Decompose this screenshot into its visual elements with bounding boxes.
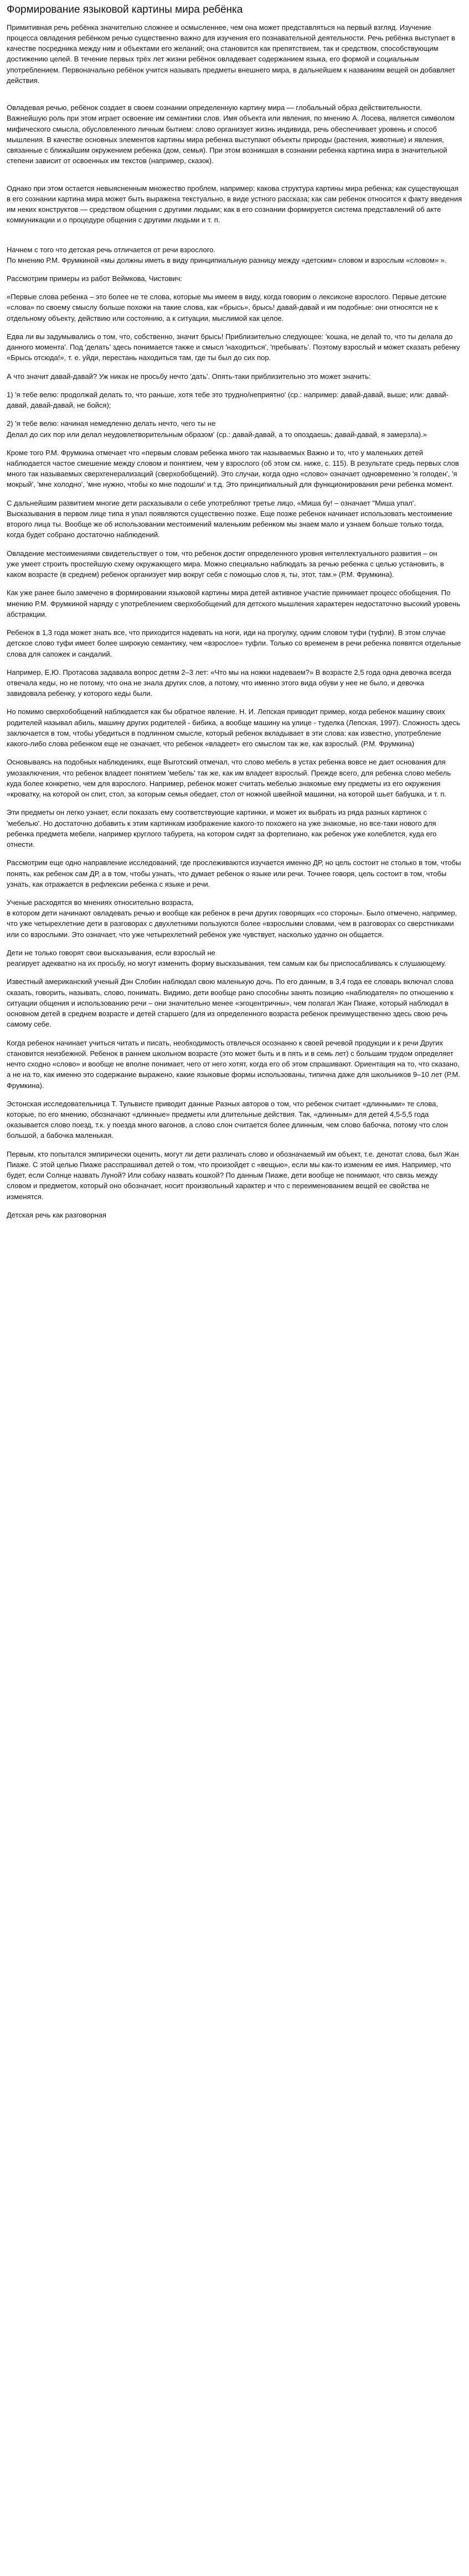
- paragraph-vygotsky: Основываясь на подобных наблюдениях, еще Выготский отмечал, что слово мебель в устах ребенка вовсе не дает основания для умозаключения, что ребенок владеет понятием 'мебель' так же, как им владеет взрослый. Прежде всего, для ребенка слово мебель куда более конкретно, чем для взрослого. Например, ребенок может считать мебелью знакомые ему предметы из его окружения «кроватку, на которой он спит, стол, за которым семья обедает, стол от ножной швейной машинки, на которой шьет бабушка, и т. п.: [7, 758, 451, 799]
- paragraph-section-heading: Детская речь как разговорная: [7, 1210, 107, 1219]
- paragraph-list-item-1: 1) 'я тебе велю: продолжай делать то, что раньше, хотя тебе это трудно/неприятно' (ср.: например: давай-давай, выше; или: давай-давай, давай-давай, не бойся);: [7, 390, 449, 410]
- paragraph-davai: А что значит давай-давай? Уж никак не просьбу нечто 'дать'. Опять-таки приблизительно это может значить:: [7, 372, 371, 381]
- paragraph-tulviste: Эстонская исследовательница Т. Тульвисте приводит данные Разных авторов о том, что ребенок считает «длинными» те слова, которые, по его мнению, обозначают «длинные» предметы или длительные действия. Так, «длинным» для детей 4,5-5,5 года оказывается слово поезд, т.к. у поезда много вагонов, а слово слон считается более длинным, чем слово бабочка, потому что слон большой, а бабочка маленькая.: [7, 1099, 448, 1140]
- paragraph-furniture-pictures: Эти предметы он легко узнает, если показать ему соответствующие картинки, и может их выбрать из ряда разных картинок с 'мебелью'. Но достаточно добавить к этим картинкам изображение какого-то похожего на уже знакомые, но все-таки нового для ребенка предмета мебели, например круглого табурета, на котором сидят за фортепиано, как ребенок уже колеблется, куда его отнести.: [7, 808, 437, 849]
- paragraph-list-item-2: 2) 'я тебе велю: начиная немедленно делать нечто, чего ты не Делал до сих пор или делал неудовлетворительным образом' (ср.: давай-давай, а то опоздаешь; давай-давай, я замерзла).»: [7, 419, 427, 439]
- paragraph-reflection: Рассмотрим еще одно направление исследований, где прослеживаются изучается именно ДР, но цель состоит не столько в том, чтобы понять, как ребенок сам ДР, а в том, чтобы узнать, что думает ребенок о языке или речи. Точнее говоря, цель состоит в том, чтобы узнать, как отражается в рефлексии ребенка с языке и речи.: [7, 858, 461, 888]
- paragraph-lepskaya: Но помимо сверхобобщений наблюдается как бы обратное явление. Н. И. Лепская приводит пример, когда ребенок машину своих родителей называл абиль, машину других родителей - бибика, а вообще машину на улице - туделка (Лепская, 1997). Сложность здесь заключается в том, чтобы убедиться в подлинном смысле, который ребенок вкладывает в эти слова: как известно, употребление какого-либо слова ребенком еще не означает, что ребенок «владеет» его смыслом так же, как взрослый. (Р.М. Фрумкина): [7, 707, 460, 748]
- paragraph-examples-intro: Рассмотрим примеры из работ Веймкова, Чистович:: [7, 274, 182, 283]
- paragraph-child-speech: Начнем с того что детская речь отличается от речи взрослого. По мнению Р.М. Фрумкиной «мы должны иметь в виду принципиальную разницу между «детским» словом и взрослым «словом» ».: [7, 245, 447, 264]
- paragraph-piaget: Первым, кто попытался эмпирически оценить, могут ли дети различать слово и обозначаемый им объект, т.е. денотат слова, был Жан Пиаже. С этой целью Пиаже расспрашивал детей о том, что произойдет с «вещью», если мы как-то изменим ее имя. Например, что будет, если Солнце назвать Луной? Или собаку назвать кошкой? По данным Пиаже, дети вообще не понимают, что связь между словом и предметом, который оно обозначает, носит произвольный характер и что с переименованием вещей ее свойства не изменятся.: [7, 1149, 459, 1201]
- paragraph-world-picture: Овладевая речью, ребёнок создает в своем сознании определенную картину мира — глобальный образ действительности. Важнейшую роль при этом играет освоение им семантики слов. Имя объекта или явления, по мнению А. Лосева, является символом мифического смысла, обусловленного личным бытием: слово организует жизнь индивида, речь обеспечивает уровень и способ мышления. В качестве основных элементов картины мира ребенка выступают объекты природы (растения, животные) и явления, связанные с ближайшим окружением ребенка (дом, семья). При этом возникшая в сознании ребенка картина мира в значительной степени зависит от освоенных им текстов (например, сказок).: [7, 103, 455, 165]
- paragraph-generalization: Как уже ранее было замечено в формировании языковой картины мира детей активное участие принимает процесс обобщения. По мнению Р.М. Фрумкиной наряду с употреблением сверхобобщений для детского мышления характерен недостаточно высокий уровень абстракции.: [7, 589, 460, 618]
- paragraph-pronouns: Овладение местоимениями свидетельствует о том, что ребенок достиг определенного уровня интеллектуального развития – он уже умеет строить простейшую схему окружающего мира. Можно специально наблюдать за речью ребенка с целью установить, в каком возрасте (в среднем) ребенок организует мир вокруг себя с помощью слов я, ты, этот, там.» (Р.М. Фрумкина).: [7, 549, 444, 579]
- paragraph-age-opinions: Ученые расходятся во мнениях относительно возраста, в котором дети начинают овладевать речью и вообще как ребенок в речи других говорящих «со стороны». Было отмечено, например, что уже четырехлетние дети в разговорах с двухлетними пользуются более «взрослыми словами, чем в разговорах со сверстниками или со взрослыми. Это означает, что уже четырехлетний ребенок уже чувствует, насколько удачно он общается.: [7, 898, 457, 939]
- paragraph-protasova: Например, Е.Ю. Протасова задавала вопрос детям 2–3 лет: «Что мы на ножки надеваем?» В возрасте 2,5 года одна девочка всегда отвечала кеды, но не потому, что она не знала других слов, а потому, что именно этого вида обуви у нее не было, и девочка завидовала ребенку, у которого кеды были.: [7, 668, 452, 698]
- paragraph-slobin: Известный американский ученый Дэн Слобин наблюдал свою маленькую дочь. По его данным, в 3,4 года ее словарь включал слова сказать, говорить, называть, слово, понимать. Видимо, дети вообще рано способны занять позицию «наблюдателя» по отношению к ситуации общения и использованию речи – они значительно менее «эгоцентричны», чем полагал Жан Пиаже, который наблюдал в основном детей в среднем возрасте и детей старшего (для из определенного возраста ребенок преимущественно здесь свою речь самому себе.: [7, 977, 453, 1029]
- document-title: Формирование языковой картины мира ребёнка: [7, 4, 243, 15]
- paragraph-shoes: Ребенок в 1,3 года может знать все, что приходится надевать на ноги, иди на прогулку, одним словом туфи (туфли). В этом случае детское слово туфи имеет более широкую семантику, чем «взрослое» туфли. Только со временем в речи ребенка появятся отдельные слова для сапожек и сандалий.: [7, 628, 461, 658]
- paragraph-adaptation: Дети не только говорят свои высказывания, если взрослый не реагирует адекватно на их просьбу, но могут изменить форму высказывания, тем самым как бы приспосабливаясь к слушающему.: [7, 948, 446, 968]
- paragraph-intro: Примитивная речь ребёнка значительно сложнее и осмысленнее, чем она может представляться на первый взгляд. Изучение процесса овладения ребёнком речью существенно важно для изучения его познавательной деятельности. Речь ребёнка выступает в качестве посредника между ним и объектами его желаний; она становится как препятствием, так и средством, способствующим достижению целей. В течение первых трёх лет жизни ребёнок овладевает содержанием языка, его формой и социальным употреблением. Первоначально ребёнок учится называть предметы внешнего мира, в дальнейшем к названиям вещей он добавляет действия.: [7, 23, 456, 85]
- paragraph-reading-writing: Когда ребенок начинает учиться читать и писать, необходимость отвлечься осознанно к своей речевой продукции и к речи Других становится неизбежной. Ребенок в раннем школьном возрасте (это может быть и в пять и в семь лет) с большим трудом определяет нечто сходно «слово» и вообще не вполне понимает, чего от него хотят, когда его об этом спрашивают. Ориентация на то, что сказано, а не на то, как именно это содержание выражено, какие языковые формы использованы, типична даже для школьников 9–10 лет (Р.М. Фрумкина).: [7, 1038, 460, 1090]
- document-body: [7, 22, 463, 1220]
- paragraph-quote: «Первые слова ребенка – это более не те слова, которые мы имеем в виду, когда говорим о лексиконе взрослого. Первые детские «слова» по своему смыслу больше похожи на такие слова, как «брысь», брысь! давай-давай и им подобные: они относятся не к отдельному объекту, действию или состоянию, а к ситуации, мыслимой как целое.: [7, 293, 447, 322]
- paragraph-overgeneralization: Кроме того Р.М. Фрумкина отмечает что «первым словам ребенка много так называемых Важно и то, что у маленьких детей наблюдается частое смешение между словом и понятием, чем у взрослого (об этом см. ниже, с. 115). В результате средь первых слов много так называемых сверхгенерализаций (сверхобобщений). Это случаи, когда одно «слово» означает одновременно 'я голоден', 'я мокрый', 'мне холодно', 'мне нужно, чтобы ко мне подошли' и т.д. Это принципиальный для функционирования речи ребенка момент.: [7, 448, 459, 489]
- paragraph-open-questions: Однако при этом остается невыясненным множество проблем, например: какова структура картины мира ребенка; как существующая в его сознании картина мира может быть выражена текстуально, в виде устного рассказа; как сам ребенок относится к факту введения им неких конструктов — средством общения с другими людьми; как в его сознании формируется система представлений об акте коммуникации и о процедуре общения с другими людьми и т. п.: [7, 184, 462, 225]
- paragraph-third-person: С дальнейшим развитием многие дети расказывали о себе употребляют третье лицо, «Миша бу! – означает "Миша упал'. Высказывания в первом лице типа я упал появляются существенно позже. Еще позже ребенок начинает использовать местоимение второго лица ты. Вообще же об использовании местоимений маленьким ребенком мы знаем мало и узнаем больше только тогда, когда будет собрано достаточно наблюдений.: [7, 498, 453, 539]
- paragraph-brys: Едва ли вы задумывались о том, что, собственно, значит брысь! Приблизительно следующее: 'кошка, не делай то, что ты делала до данного момента'. Под 'делать' здесь понимается также и смысл 'находиться', 'пребывать'. Поэтому взрослый и может сказать ребенку «Брысь отсюда!», т. е. уйди, перестань находиться там, где ты был до сих пор.: [7, 332, 460, 362]
